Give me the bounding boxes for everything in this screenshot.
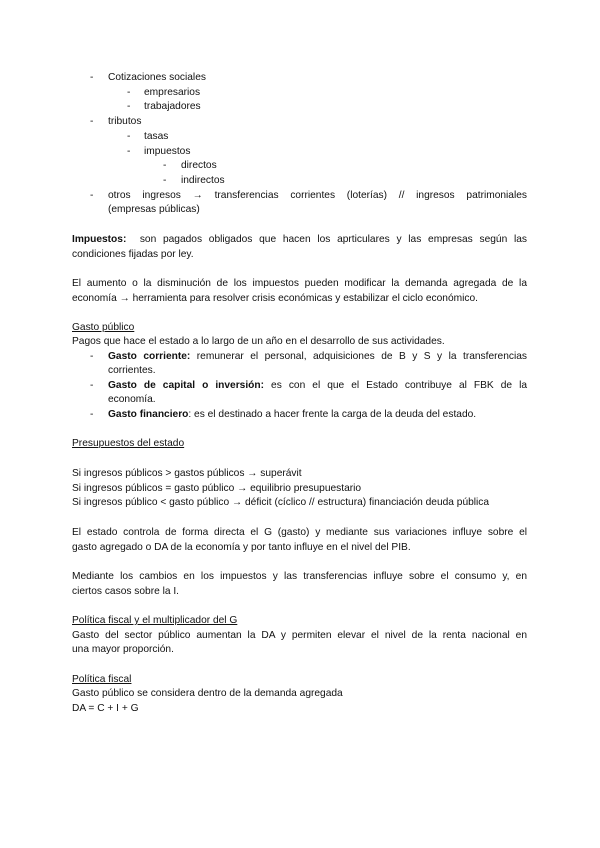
- politica-fiscal-text: Gasto público se considera dentro de la demanda agregada: [72, 688, 343, 699]
- section-heading-politica-fiscal: Política fiscal: [72, 674, 132, 685]
- gasto-capital-item: [108, 379, 527, 394]
- bullet-dash: -: [90, 116, 94, 127]
- multiplicador-paragraph: Gasto del sector público aumentan la DA y permiten elevar el nivel de la renta nacional en: [72, 630, 527, 641]
- section-heading-multiplicador: Política fiscal y el multiplicador del G: [72, 615, 238, 626]
- bullet-dash: -: [90, 72, 94, 83]
- aumento-paragraph: El aumento o la disminución de los impuestos pueden modificar la demanda agregada de la: [72, 278, 527, 289]
- gasto-capital-cont: economía.: [108, 394, 156, 405]
- bullet-dash: -: [127, 101, 131, 112]
- list-item-impuestos: impuestos: [144, 146, 191, 157]
- mediante-paragraph-cont: ciertos casos sobre la I.: [72, 586, 180, 597]
- aumento-paragraph-cont: economía → herramienta para resolver crisis económicas y estabilizar el ciclo económico.: [72, 293, 478, 304]
- gasto-financiero-item: [108, 408, 476, 423]
- section-heading-presupuestos: Presupuestos del estado: [72, 438, 185, 449]
- gasto-capital-text: es con el que el Estado contribuye al FBK de la: [264, 380, 528, 391]
- list-item-directos: directos: [181, 160, 217, 171]
- mediante-paragraph: Mediante los cambios en los impuestos y las transferencias influye sobre el consumo y, en: [72, 571, 527, 582]
- impuestos-term: Impuestos:: [72, 234, 127, 245]
- section-heading-gasto-publico: Gasto público: [72, 322, 135, 333]
- list-item-otros-ingresos-cont: (empresas públicas): [108, 204, 200, 215]
- impuestos-definition-cont: condiciones fijadas por ley.: [72, 249, 194, 260]
- impuestos-text: son pagados obligados que hacen los aprticulares y las empresas según las: [139, 234, 528, 245]
- gasto-corriente-cont: corrientes.: [108, 365, 156, 376]
- list-item-tributos: tributos: [108, 116, 142, 127]
- bullet-dash: -: [90, 380, 94, 391]
- bullet-dash: -: [127, 146, 131, 157]
- estado-paragraph-cont: gasto agregado o DA de la economía y por tanto influye en el nivel del PIB.: [72, 542, 411, 553]
- gasto-corriente-term: Gasto corriente:: [108, 351, 191, 362]
- bullet-dash: -: [163, 160, 167, 171]
- gasto-publico-intro: Pagos que hace el estado a lo largo de un año en el desarrollo de sus actividades.: [72, 336, 445, 347]
- bullet-dash: -: [90, 409, 94, 420]
- list-item-otros-ingresos: otros ingresos → transferencias corrientes (loterías) // ingresos patrimoniales: [108, 190, 527, 201]
- list-item-trabajadores: trabajadores: [144, 101, 201, 112]
- multiplicador-paragraph-cont: una mayor proporción.: [72, 644, 174, 655]
- impuestos-definition: [72, 233, 527, 248]
- bullet-dash: -: [90, 190, 94, 201]
- list-item-empresarios: empresarios: [144, 87, 201, 98]
- list-item-indirectos: indirectos: [181, 175, 225, 186]
- presupuesto-rule-equilibrio: Si ingresos públicos = gasto público → equilibrio presupuestario: [72, 483, 362, 494]
- bullet-dash: -: [127, 87, 131, 98]
- demanda-agregada-formula: DA = C + I + G: [72, 703, 139, 714]
- bullet-dash: -: [90, 351, 94, 362]
- gasto-corriente-item: [108, 350, 527, 365]
- presupuesto-rule-deficit: Si ingresos público < gasto público → déficit (cíclico // estructura) financiación deuda pública: [72, 497, 490, 508]
- gasto-corriente-text: remunerar el personal, adquisiciones de B y S y la transferencias: [190, 351, 527, 362]
- gasto-financiero-term: Gasto financiero: [108, 409, 189, 420]
- list-item-tasas: tasas: [144, 131, 169, 142]
- bullet-dash: -: [127, 131, 131, 142]
- list-item-cotizaciones: Cotizaciones sociales: [108, 72, 206, 83]
- bullet-dash: -: [163, 175, 167, 186]
- gasto-capital-term: Gasto de capital o inversión:: [108, 380, 265, 391]
- estado-paragraph: El estado controla de forma directa el G (gasto) y mediante sus variaciones influye sobre el: [72, 527, 527, 538]
- gasto-financiero-text: : es el destinado a hacer frente la carga de la deuda del estado.: [188, 409, 477, 420]
- presupuesto-rule-superavit: Si ingresos públicos > gastos públicos → superávit: [72, 468, 302, 479]
